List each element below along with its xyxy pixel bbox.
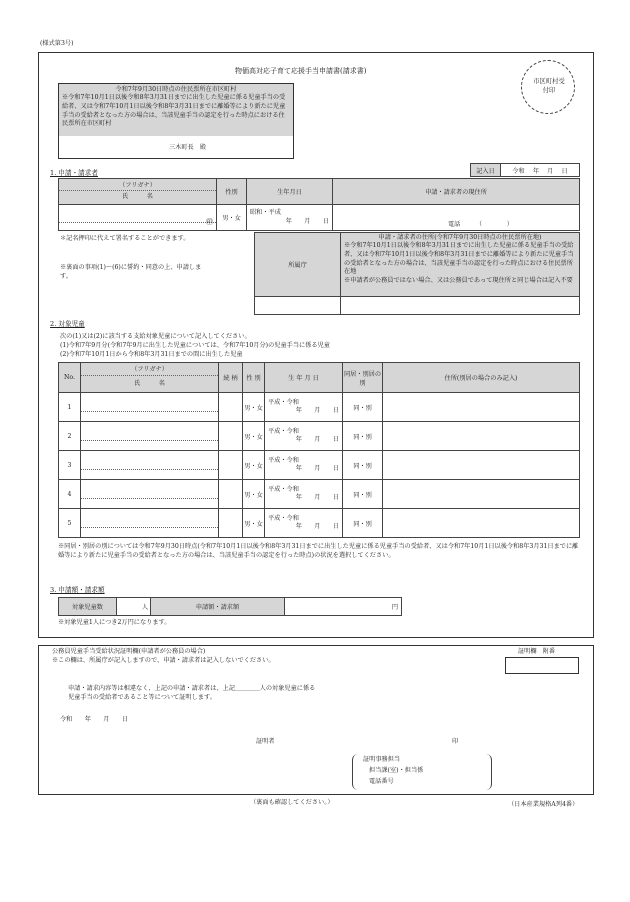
child-gender[interactable]: 男・女 (243, 509, 265, 538)
child-dob[interactable] (265, 422, 343, 451)
form-title: 物価高対応子育て応援手当申請書(請求書) (235, 67, 367, 75)
contact-section: 担当課(室)・担当係 (369, 767, 424, 774)
col-cohab: 同居・別居の別 (343, 363, 383, 393)
child-dob-ymd: 年 月 日 (295, 494, 339, 501)
section1-heading: 1. 申請・請求者 (50, 169, 98, 177)
col-dob: 生 年 月 日 (265, 363, 343, 393)
cert-body-1: 申請・請求内容等は相違なく、上記の申請・請求者は、上記＿＿＿＿人の対象児童に係る (68, 685, 316, 692)
child-dob[interactable] (265, 393, 343, 422)
seal-mark: ㊞ (206, 217, 213, 226)
child-address-field[interactable] (383, 422, 580, 451)
cert-body-2: 児童手当の受給者であること等について証明します。 (68, 694, 216, 701)
col-address: 住所(別居の場合のみ記入) (383, 363, 580, 393)
contact-bracket (352, 754, 492, 790)
applicant-address-field[interactable] (333, 205, 580, 231)
child-gender[interactable]: 男・女 (243, 451, 265, 480)
applicant-dob[interactable] (247, 205, 333, 231)
section3-heading: 3. 申請額・請求額 (50, 586, 105, 594)
applicant-table (58, 178, 580, 231)
child-dob-ymd: 年 月 日 (295, 465, 339, 472)
entry-date-field[interactable]: 令和 年 月 日 (501, 164, 580, 177)
office-address-field[interactable] (341, 297, 580, 315)
children-item2: (2)令和7年10月1日から令和8年3月31日までの間に出生した児童 (60, 351, 243, 358)
cert-date[interactable]: 令和 年 月 日 (60, 716, 129, 723)
child-dob-era: 平成・令和 (268, 485, 299, 493)
address-header: 申請・請求者の現住所 (333, 179, 580, 205)
office-note-extra: ※申請者が公務員ではない場合、又は公務員であって現住所と同じ場合は記入不要 (344, 277, 573, 285)
child-dob-era: 平成・令和 (268, 427, 299, 435)
cohab-footnote: ※同居・別居の別については令和7年9月30日時点(令和7年10月1日以後令和8年3月31日までに出生した児童に係る児童手当の受給者、又は令和7年10月1日以後令和8年3月31日までに離婚等により新たに児童手当の受給者となった方の場合は、当該児童手当の認定を行った時点)の状況を選択してください。 (58, 543, 579, 559)
child-relation-field[interactable] (219, 393, 243, 422)
stamp-label: 市区町村受付印 (533, 78, 565, 94)
office-note (341, 233, 580, 297)
address-box-header: 令和7年9月30日時点の住民票所在市区町村 (115, 86, 237, 93)
certifier-label: 証明者 (256, 738, 275, 745)
child-name-field[interactable] (81, 509, 219, 538)
dob-header: 生年月日 (247, 179, 333, 205)
child-gender[interactable]: 男・女 (243, 480, 265, 509)
reception-stamp-circle (521, 60, 575, 114)
phone-label: 電話 （ ） (448, 220, 513, 228)
section2-heading: 2. 対象児童 (50, 320, 85, 328)
office-label: 所属庁 (255, 233, 341, 297)
contact-dept: 証明事務担当 (363, 756, 401, 763)
cert-title: 公務員児童手当受給状況証明欄(申請者が公務員の場合) (52, 648, 206, 655)
table-row (59, 422, 580, 451)
child-name-field[interactable] (81, 451, 219, 480)
child-name-field[interactable] (81, 480, 219, 509)
amount-note: ※対象児童1人につき2万円になります。 (58, 619, 171, 626)
applicant-name-header (59, 179, 217, 205)
certifier-seal: 印 (452, 738, 459, 745)
address-box (58, 83, 294, 159)
col-no: No. (59, 363, 81, 393)
office-note-body: ※令和7年10月1日以後令和8年3月31日までに出生した児童に係る児童手当の受給者、又は令和7年10月1日以後令和8年3月31日までに離婚等により新たに児童手当の受給者となった方の場合は、当該児童手当の認定を行った時点における住民票所在地 (344, 242, 574, 276)
cert-number-label: 証明欄 附番 (518, 648, 556, 655)
paper-size-note: （日本産業規格A列4番） (508, 801, 579, 808)
child-relation-field[interactable] (219, 480, 243, 509)
child-relation-field[interactable] (219, 422, 243, 451)
child-gender[interactable]: 男・女 (243, 422, 265, 451)
amount-field[interactable]: 円 (285, 598, 402, 616)
child-address-field[interactable] (383, 393, 580, 422)
child-relation-field[interactable] (219, 509, 243, 538)
row-no: 5 (59, 509, 81, 538)
cert-number-field[interactable] (505, 657, 579, 674)
child-dob[interactable] (265, 451, 343, 480)
children-table (58, 362, 580, 538)
consent-text: ※裏面の事項(1)～(6)に誓約・同意の上、申請します。 (60, 264, 202, 280)
entry-date-label: 記入日 (471, 164, 501, 177)
table-row (59, 480, 580, 509)
row-no: 1 (59, 393, 81, 422)
child-dob-era: 平成・令和 (268, 514, 299, 522)
name-label: 氏 名 (122, 193, 153, 200)
child-dob-ymd: 年 月 日 (295, 523, 339, 530)
col-furigana: （フリガナ） (81, 364, 218, 376)
address-box-note: ※令和7年10月1日以後令和8年3月31日までに出生した児童に係る児童手当の受給者、又は令和7年10月1日以後令和8年3月31日までに離婚等により新たに児童手当の受給者となった方の場合は、当該児童手当の認定を行った時点における住民票所在市区町村 (62, 94, 286, 128)
child-cohab[interactable]: 同・別 (343, 422, 383, 451)
child-count-field[interactable]: 人 (117, 598, 151, 616)
furigana-field[interactable] (59, 213, 216, 223)
table-row (59, 451, 580, 480)
col-gender: 性 別 (243, 363, 265, 393)
sign-note: ＊記名押印に代えて署名することができます。 (60, 235, 190, 242)
child-cohab[interactable]: 同・別 (343, 509, 383, 538)
child-dob-ymd: 年 月 日 (295, 436, 339, 443)
addressee: 三木町長 殿 (169, 144, 207, 151)
table-row (59, 393, 580, 422)
col-relation: 続 柄 (219, 363, 243, 393)
child-name-field[interactable] (81, 393, 219, 422)
contact-phone: 電話番号 (369, 778, 394, 785)
child-count-label: 対象児童数 (59, 598, 117, 616)
child-address-field[interactable] (383, 451, 580, 480)
child-name-field[interactable] (81, 422, 219, 451)
office-note-title: 申請・請求者の住所(令和7年9月30日時点の住民票所在地) (378, 234, 542, 241)
office-field[interactable] (255, 297, 341, 315)
gender-header: 性別 (217, 179, 247, 205)
applicant-name-field[interactable] (59, 205, 217, 231)
child-dob-ymd: 年 月 日 (295, 407, 339, 414)
dob-ymd: 年 月 日 (285, 217, 329, 225)
child-cohab[interactable]: 同・別 (343, 393, 383, 422)
child-dob[interactable] (265, 509, 343, 538)
child-relation-field[interactable] (219, 451, 243, 480)
table-row (59, 509, 580, 538)
cert-note: ※この欄は、所属庁が記入しますので、申請・請求者は記入しないでください。 (52, 657, 275, 664)
col-name-label: 氏 名 (134, 379, 165, 387)
child-dob-era: 平成・令和 (268, 456, 299, 464)
child-dob-era: 平成・令和 (268, 398, 299, 406)
furigana-label: （フリガナ） (59, 180, 216, 191)
footer-note: （裏面も確認してください。） (250, 799, 334, 806)
children-item1: (1)令和7年9月分(令和7年9月に出生した児童については、令和7年10月分)の児童手当に係る児童 (60, 342, 330, 349)
child-gender[interactable]: 男・女 (243, 393, 265, 422)
child-cohab[interactable]: 同・別 (343, 451, 383, 480)
row-no: 4 (59, 480, 81, 509)
row-no: 2 (59, 422, 81, 451)
child-address-field[interactable] (383, 509, 580, 538)
entry-date-box (470, 163, 580, 177)
amount-label: 申請額・請求額 (151, 598, 285, 616)
row-no: 3 (59, 451, 81, 480)
child-cohab[interactable]: 同・別 (343, 480, 383, 509)
child-address-field[interactable] (383, 480, 580, 509)
office-table (254, 232, 580, 315)
col-name (81, 363, 219, 393)
applicant-gender[interactable]: 男・女 (217, 205, 247, 231)
children-intro: 次の(1)又は(2)に該当する支給対象児童について記入してください。 (60, 333, 251, 340)
dob-era: 昭和・平成 (250, 209, 281, 217)
form-number: (様式第3号) (40, 40, 74, 47)
amount-table (58, 597, 402, 616)
child-dob[interactable] (265, 480, 343, 509)
